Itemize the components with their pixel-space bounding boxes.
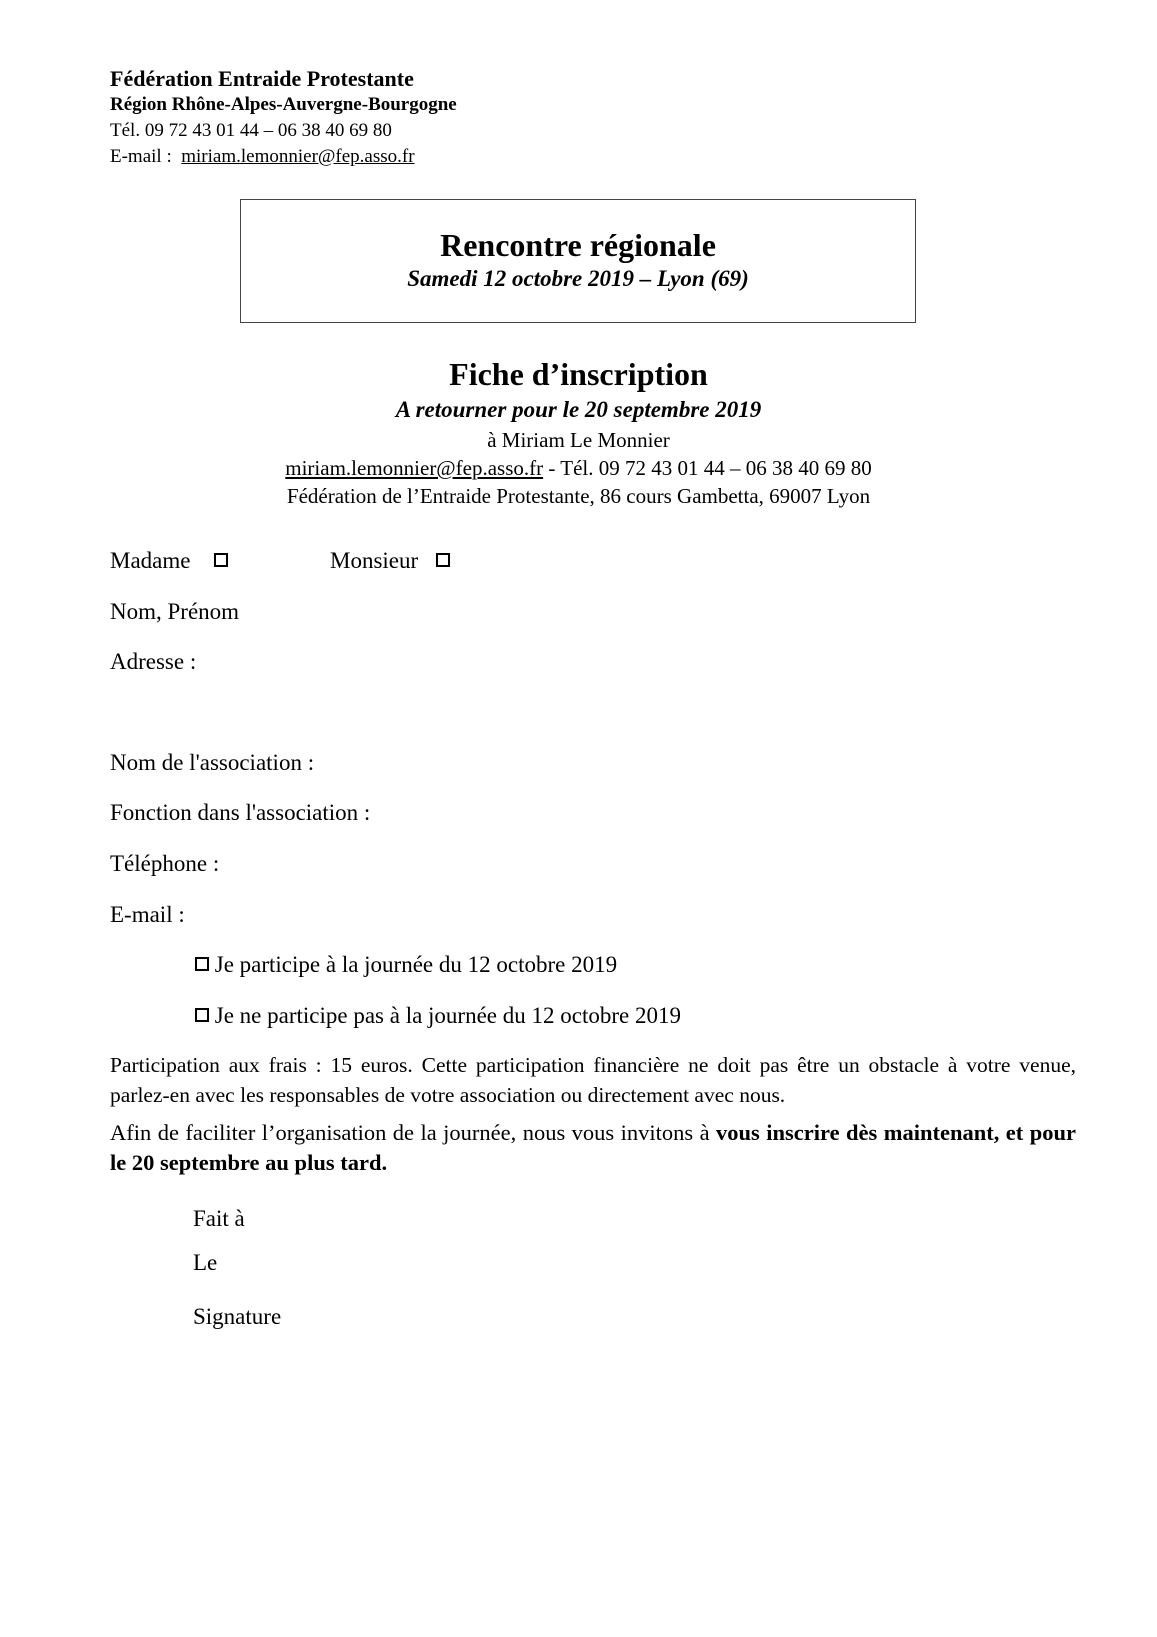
form-recipient: à Miriam Le Monnier (487, 428, 670, 452)
deadline-emphasis: vous inscrire dès maintenant, et pour le 20 septembre au plus tard. (110, 1120, 1076, 1175)
fees-paragraph: Participation aux frais : 15 euros. Cette participation financière ne doit pas être un obstacle à votre venue, parlez-en avec les responsables de votre association ou directement avec nous. (110, 1053, 1076, 1107)
form-heading (0, 354, 1157, 510)
event-title: Rencontre régionale (440, 227, 716, 263)
form-title: Fiche d’inscription (449, 356, 708, 392)
event-date: Samedi 12 octobre 2019 – Lyon (69) (407, 266, 749, 291)
letterhead (110, 66, 457, 170)
form-address: Fédération de l’Entraide Protestante, 86 cours Gambetta, 69007 Lyon (286, 484, 871, 508)
not-participate-checkbox[interactable] (195, 1008, 209, 1022)
name-field[interactable]: Nom, Prénom (110, 599, 240, 624)
header-email-line (110, 144, 457, 170)
deadline-text: Afin de faciliter l’organisation de la journée, nous vous invitons à (110, 1120, 717, 1145)
madame-label: Madame (110, 548, 191, 573)
madame-checkbox[interactable] (214, 553, 228, 567)
event-box (240, 199, 916, 323)
signature-field[interactable]: Signature (193, 1304, 282, 1329)
header-phone: Tél. 09 72 43 01 44 – 06 38 40 69 80 (110, 120, 392, 141)
date-field[interactable]: Le (193, 1250, 218, 1275)
participate-option (195, 951, 617, 979)
email-field[interactable]: E-mail : (110, 902, 185, 927)
form-email-link[interactable]: miriam.lemonnier@fep.asso.fr (285, 456, 544, 480)
monsieur-option (330, 547, 450, 575)
participate-label: Je participe à la journée du 12 octobre 2019 (214, 952, 618, 977)
madame-option (110, 547, 228, 575)
form-deadline: A retourner pour le 20 septembre 2019 (395, 397, 762, 422)
function-field[interactable]: Fonction dans l'association : (110, 800, 371, 825)
monsieur-label: Monsieur (330, 548, 419, 573)
form-contact-line (0, 454, 1157, 482)
form-phone: - Tél. 09 72 43 01 44 – 06 38 40 69 80 (543, 456, 872, 480)
header-email-label: E-mail : (110, 146, 172, 167)
association-field[interactable]: Nom de l'association : (110, 750, 315, 775)
monsieur-checkbox[interactable] (436, 553, 450, 567)
region-name: Région Rhône-Alpes-Auvergne-Bourgogne (110, 94, 457, 115)
participate-checkbox[interactable] (195, 957, 209, 971)
address-field[interactable]: Adresse : (110, 649, 197, 674)
deadline-paragraph (110, 1118, 1076, 1178)
not-participate-option (195, 1002, 681, 1030)
not-participate-label: Je ne participe pas à la journée du 12 octobre 2019 (214, 1003, 681, 1028)
header-email-link[interactable]: miriam.lemonnier@fep.asso.fr (181, 146, 415, 167)
phone-field[interactable]: Téléphone : (110, 851, 220, 876)
org-name: Fédération Entraide Protestante (110, 66, 414, 91)
place-field[interactable]: Fait à (193, 1206, 245, 1231)
